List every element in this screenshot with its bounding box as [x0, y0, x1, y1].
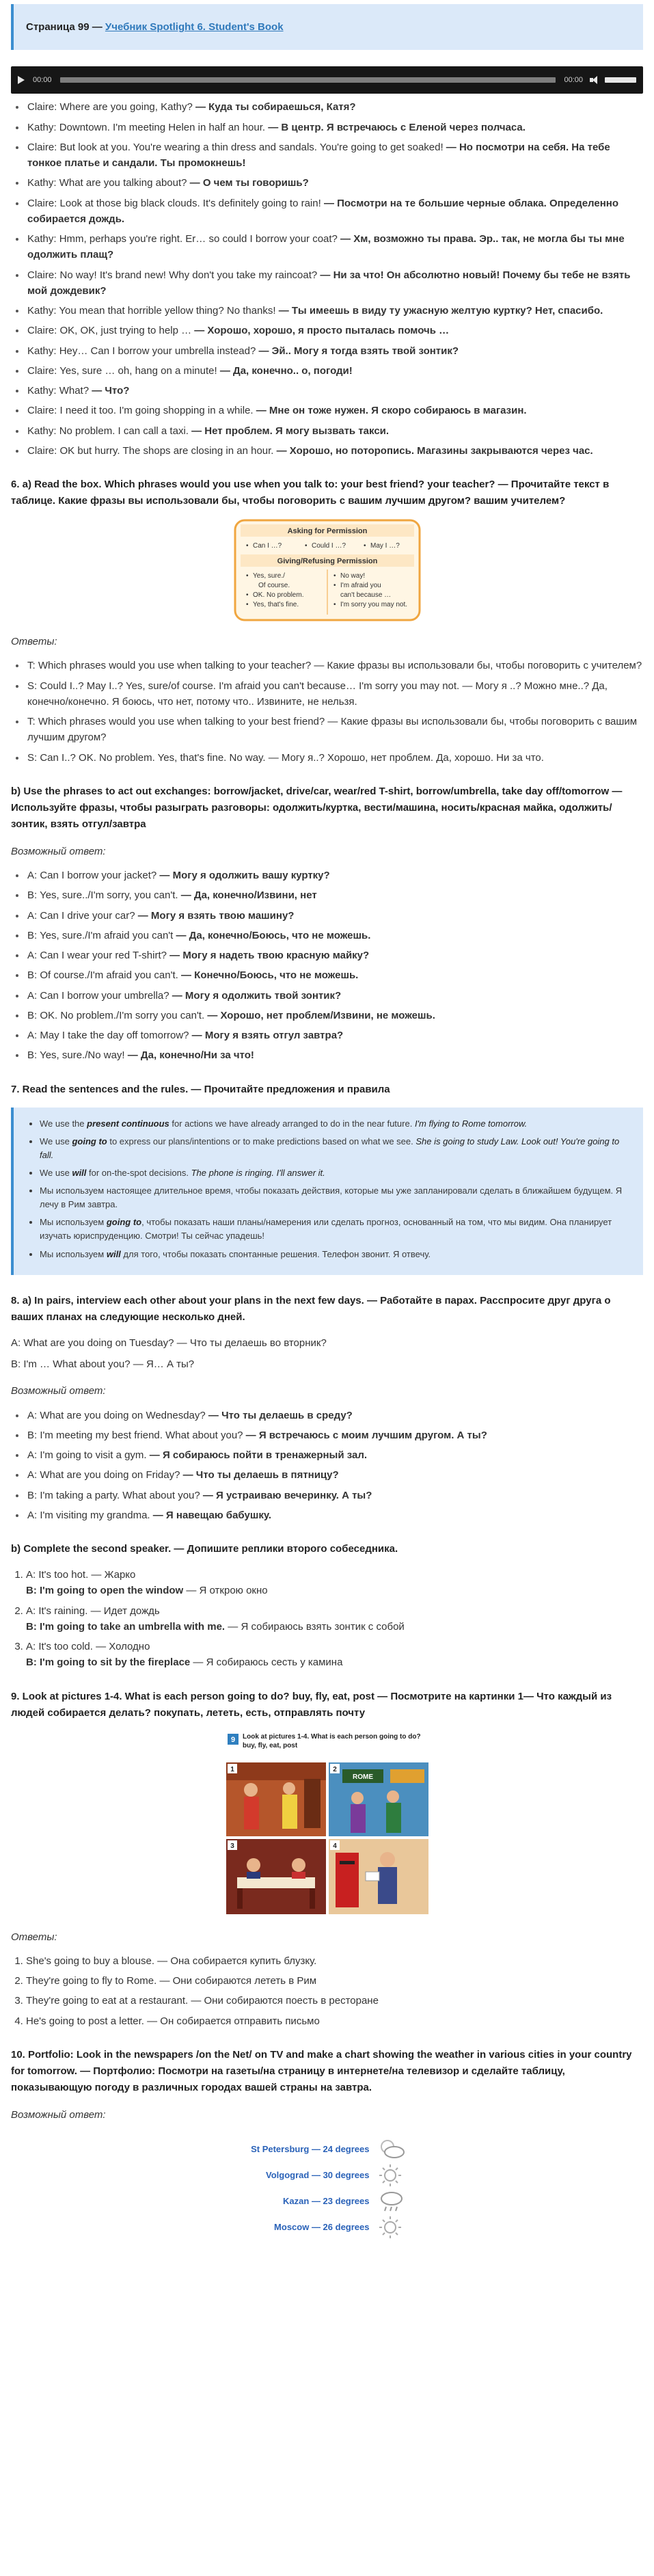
exchange-item: 2. A: It's raining. — Идет дождь B: I'm going to take an umbrella with me. — Я собираюсь взять зонтик с собой: [26, 1603, 643, 1635]
answer-line: 2. They're going to fly to Rome. — Они собираются лететь в Рим: [26, 1973, 643, 1989]
answer-line: 3. They're going to eat at a restaurant. — Они собираются поесть в ресторане: [26, 1993, 643, 2009]
permission-phrases-table: [234, 519, 421, 621]
duration-time: 00:00: [564, 75, 583, 84]
answer-line: • T: Which phrases would you use when talking to your teacher? — Какие фразы вы использовали бы, чтобы поговорить с учителем?: [26, 658, 643, 673]
answer-line: • B: I'm meeting my best friend. What about you? — Я встречаюсь с моим лучшим другом. А ты?: [26, 1427, 643, 1443]
play-icon[interactable]: [18, 76, 25, 84]
answer-line: • A: I'm visiting my grandma. — Я навещаю бабушку.: [26, 1507, 643, 1523]
svg-text:•: •: [245, 601, 249, 608]
dialog-line: • Claire: But look at you. You're wearing a thin dress and sandals. You're going to get soaked! — Но посмотри на себя. На тебе тонкое платье и сандали. Ты промокнешь!: [26, 139, 643, 172]
weather-row: [239, 2162, 416, 2188]
grammar-rules-box: [11, 1108, 643, 1275]
dialog-line: • Kathy: No problem. I can call a taxi. — Нет проблем. Я могу вызвать такси.: [26, 423, 643, 439]
answer-line: • A: Can I drive your car? — Могу я взять твою машину?: [26, 908, 643, 924]
picture-label: 2: [332, 1765, 337, 1773]
answer-line: • A: May I take the day off tomorrow? — Могу я взять отгул завтра?: [26, 1028, 643, 1043]
dialog-line: • Kathy: Downtown. I'm meeting Helen in half an hour. — В центр. Я встречаюсь с Еленой через полчаса.: [26, 120, 643, 135]
task-9-answers: [11, 1953, 643, 2029]
giving-left-line: Yes, that's fine.: [252, 601, 299, 608]
pictures-1-4-illustration: [223, 1731, 431, 1917]
task-10-heading: 10. Portfolio: Look in the newspapers /on the Net/ on TV and make a chart showing the weather in various cities in your country for tomorrow. — Портфолио: Посмотри на газеты/на страницу в интернете/на телевизор и сделайте таблицу, показывающую погоду в различных городах вашей страны на завтра.: [11, 2048, 632, 2093]
asking-item: Could I …?: [311, 542, 346, 550]
task-8b-heading: b) Complete the second speaker. — Допишите реплики второго собеседника.: [11, 1543, 398, 1555]
answer-line: • B: Yes, sure./I'm afraid you can't — Да, конечно/Боюсь, что не можешь.: [26, 928, 643, 943]
weather-city: Volgograd — 30 degrees: [266, 2169, 370, 2180]
svg-text:•: •: [245, 542, 249, 550]
answer-line: • S: Could I..? May I..? Yes, sure/of course. I'm afraid you can't because… I'm sorry you may not. — Могу я ..? Можно мне..? Да, конечно/конечно. Я боюсь, что нет, потому что.. Извините, не нельзя.: [26, 678, 643, 710]
giving-left-line: Of course.: [258, 582, 290, 589]
giving-left-line: Yes, sure./: [252, 572, 285, 580]
sun-icon: [375, 2163, 408, 2188]
svg-text:•: •: [245, 572, 249, 580]
dialog-line: • Kathy: Hey… Can I borrow your umbrella instead? — Эй.. Могу я тогда взять твой зонтик?: [26, 343, 643, 359]
weather-city: Moscow — 26 degrees: [274, 2221, 370, 2232]
task-8a-heading: 8. a) In pairs, interview each other about your plans in the next few days. — Работайте в парах. Расспросите друг друга о ваших планах на следующие несколько дней.: [11, 1294, 611, 1323]
dialog-line: • Kathy: What? — Что?: [26, 383, 643, 399]
dialog-line: • Claire: No way! It's brand new! Why don't you take my raincoat? — Ни за что! Он абсолютно новый! Почему бы тебе не взять мой дождевик?: [26, 267, 643, 299]
dialog-line: • Claire: Look at those big black clouds. It's definitely going to rain! — Посмотри на те большие черные облака. Определенно собирается дождь.: [26, 196, 643, 228]
dialog-line: • Claire: Where are you going, Kathy? — Куда ты собираешься, Катя?: [26, 99, 643, 115]
picture-task-number: 9: [230, 1735, 235, 1744]
dialog-list: [11, 99, 643, 459]
rule-item: • Мы используем настоящее длительное время, чтобы показать действия, которые мы уже запланировали сделать в ближайшем будущем. Я лечу в Рим завтра.: [40, 1184, 632, 1211]
rule-item: • Мы используем going to, чтобы показать наши планы/намерения или сделать прогноз, основанный на том, что мы видим. Она планирует изучать юриспруденцию. Смотри! Ты сейчас упадешь!: [40, 1216, 632, 1243]
weather-row: [239, 2214, 416, 2240]
page-label: Страница 99 —: [26, 21, 103, 33]
answers-label: Ответы:: [11, 636, 57, 647]
answer-line: • B: Yes, sure./No way! — Да, конечно/Ни за что!: [26, 1047, 643, 1063]
possible-answer-label: Возможный ответ:: [11, 1385, 106, 1397]
svg-text:•: •: [363, 542, 366, 550]
weather-chart: [239, 2136, 416, 2240]
textbook-link[interactable]: Учебник Spotlight 6. Student's Book: [105, 21, 284, 33]
giving-right-line: can't because …: [340, 591, 391, 599]
answer-line: • T: Which phrases would you use when talking to your best friend? — Какие фразы вы использовали бы, чтобы поговорить с вашим лучшим другом?: [26, 714, 643, 746]
rain-cloud-icon: [375, 2189, 408, 2214]
answer-line: • B: Of course./I'm afraid you can't. — Конечно/Боюсь, что не можешь.: [26, 967, 643, 983]
task-8b-answers: [11, 1567, 643, 1671]
page-content: [11, 0, 643, 2240]
answer-line: • S: Can I..? OK. No problem. Yes, that's fine. No way. — Могу я..? Хорошо, нет проблем. Да, хорошо. Ни за что.: [26, 750, 643, 766]
answer-line: 4. He's going to post a letter. — Он собирается отправить письмо: [26, 2013, 643, 2029]
dialog-line: • Kathy: You mean that horrible yellow thing? No thanks! — Ты имеешь в виду ту ужасную желтую куртку? Нет, спасибо.: [26, 303, 643, 319]
answer-line: • A: I'm going to visit a gym. — Я собираюсь пойти в тренажерный зал.: [26, 1447, 643, 1463]
task-7-heading: 7. Read the sentences and the rules. — Прочитайте предложения и правила: [11, 1083, 390, 1095]
giving-left-line: OK. No problem.: [252, 591, 303, 599]
answer-line: 1. She's going to buy a blouse. — Она собирается купить блузку.: [26, 1953, 643, 1969]
giving-right-line: I'm sorry you may not.: [340, 601, 407, 608]
weather-row: [239, 2188, 416, 2214]
answer-line: • A: Can I borrow your jacket? — Могу я одолжить вашу куртку?: [26, 868, 643, 883]
audio-player: [11, 66, 643, 94]
picture-label: 1: [230, 1765, 234, 1773]
permission-box-image: [11, 519, 643, 621]
answer-line: • A: Can I wear your red T-shirt? — Могу я надеть твою красную майку?: [26, 948, 643, 963]
task-6b-answers: [11, 868, 643, 1064]
sun-cloud-icon: [375, 2137, 408, 2162]
progress-bar[interactable]: [60, 77, 556, 83]
weather-city: St Petersburg — 24 degrees: [251, 2143, 370, 2154]
task-6a-heading: 6. a) Read the box. Which phrases would you use when you talk to: your best friend? your teacher? — Прочитайте текст в таблице. Какие фразы вы использовали бы, чтобы поговорить с вашим лучшим другом? вашим учителем?: [11, 479, 610, 507]
picture-label: 3: [230, 1842, 234, 1850]
asking-title: Asking for Permission: [287, 527, 367, 535]
task-8a-answers: [11, 1408, 643, 1524]
rule-item: • We use will for on-the-spot decisions. The phone is ringing. I'll answer it.: [40, 1166, 632, 1180]
answer-line: • B: I'm taking a party. What about you? — Я устраиваю вечеринку. А ты?: [26, 1488, 643, 1503]
asking-item: May I …?: [370, 542, 400, 550]
volume-icon[interactable]: [590, 76, 599, 84]
dialog-line: • Claire: OK but hurry. The shops are closing in an hour. — Хорошо, но поторопись. Магазины закрываются через час.: [26, 443, 643, 459]
answer-line: • A: Can I borrow your umbrella? — Могу я одолжить твой зонтик?: [26, 988, 643, 1004]
page-reference-box: [11, 4, 643, 50]
sun-icon: [375, 2215, 408, 2240]
task-9-heading: 9. Look at pictures 1-4. What is each person going to do? buy, fly, eat, post — Посмотрите на картинки 1— Что каждый из людей собирается делать? покупать, лететь, есть, отправлять почту: [11, 1690, 612, 1719]
weather-city: Kazan — 23 degrees: [283, 2195, 370, 2206]
answer-line: • A: What are you doing on Wednesday? — Что ты делаешь в среду?: [26, 1408, 643, 1423]
svg-text:•: •: [333, 572, 336, 580]
answers-label: Ответы:: [11, 1931, 57, 1943]
current-time: 00:00: [33, 75, 52, 84]
svg-text:•: •: [304, 542, 308, 550]
volume-slider[interactable]: [605, 77, 636, 83]
rule-item: • Мы используем will для того, чтобы показать спонтанные решения. Телефон звонит. Я отвечу.: [40, 1248, 632, 1261]
giving-title: Giving/Refusing Permission: [277, 557, 377, 565]
task-6b-heading: b) Use the phrases to act out exchanges: borrow/jacket, drive/car, wear/red T-shirt, borrow/umbrella, take day off/tomorrow — Используйте фразы, чтобы разыграть разговоры: одолжить/куртка, вести/машина, носить/красная майка, одолжить/зонтик, взять отгул/завтра: [11, 785, 623, 830]
dialog-line: • Claire: I need it too. I'm going shopping in a while. — Мне он тоже нужен. Я скоро собираюсь в магазин.: [26, 403, 643, 418]
departure-sign: ROME: [352, 1773, 373, 1781]
task-6a-answers: [11, 658, 643, 766]
answer-line: • B: Yes, sure../I'm sorry, you can't. — Да, конечно/Извини, нет: [26, 887, 643, 903]
example-line: A: What are you doing on Tuesday? — Что ты делаешь во вторник?: [11, 1337, 327, 1349]
dialog-line: • Claire: OK, OK, just trying to help … — Хорошо, хорошо, я просто пыталась помочь …: [26, 323, 643, 338]
svg-text:•: •: [333, 601, 336, 608]
rule-item: • We use the present continuous for actions we have already arranged to do in the near future. I'm flying to Rome tomorrow.: [40, 1117, 632, 1131]
answer-line: • B: OK. No problem./I'm sorry you can't. — Хорошо, нет проблем/Извини, не можешь.: [26, 1008, 643, 1023]
exchange-item: 3. A: It's too cold. — Холодно B: I'm going to sit by the fireplace — Я собираюсь сесть у камина: [26, 1639, 643, 1671]
picture-caption: Look at pictures 1-4. What is each person going to do? buy, fly, eat, post: [242, 1732, 421, 1749]
asking-item: Can I …?: [252, 542, 282, 550]
giving-right-line: No way!: [340, 572, 365, 580]
possible-answer-label: Возможный ответ:: [11, 845, 106, 857]
task-9-pictures: [11, 1731, 643, 1917]
svg-text:•: •: [333, 582, 336, 589]
example-line: B: I'm … What about you? — Я… А ты?: [11, 1358, 195, 1371]
dialog-line: • Claire: Yes, sure … oh, hang on a minute! — Да, конечно.. о, погоди!: [26, 363, 643, 379]
possible-answer-label: Возможный ответ:: [11, 2108, 106, 2121]
weather-row: [239, 2136, 416, 2162]
giving-right-line: I'm afraid you: [340, 582, 381, 589]
exchange-item: 1. A: It's too hot. — Жарко B: I'm going to open the window — Я открою окно: [26, 1567, 643, 1599]
svg-text:•: •: [245, 591, 249, 599]
picture-label: 4: [332, 1842, 337, 1850]
rule-item: • We use going to to express our plans/intentions or to make predictions based on what we see. She is going to study Law. Look out! You're going to fall.: [40, 1135, 632, 1162]
dialog-line: • Kathy: What are you talking about? — О чем ты говоришь?: [26, 175, 643, 191]
dialog-line: • Kathy: Hmm, perhaps you're right. Er… so could I borrow your coat? — Хм, возможно ты права. Эр.. так, не могла бы ты мне одолжить плащ?: [26, 231, 643, 263]
answer-line: • A: What are you doing on Friday? — Что ты делаешь в пятницу?: [26, 1467, 643, 1483]
